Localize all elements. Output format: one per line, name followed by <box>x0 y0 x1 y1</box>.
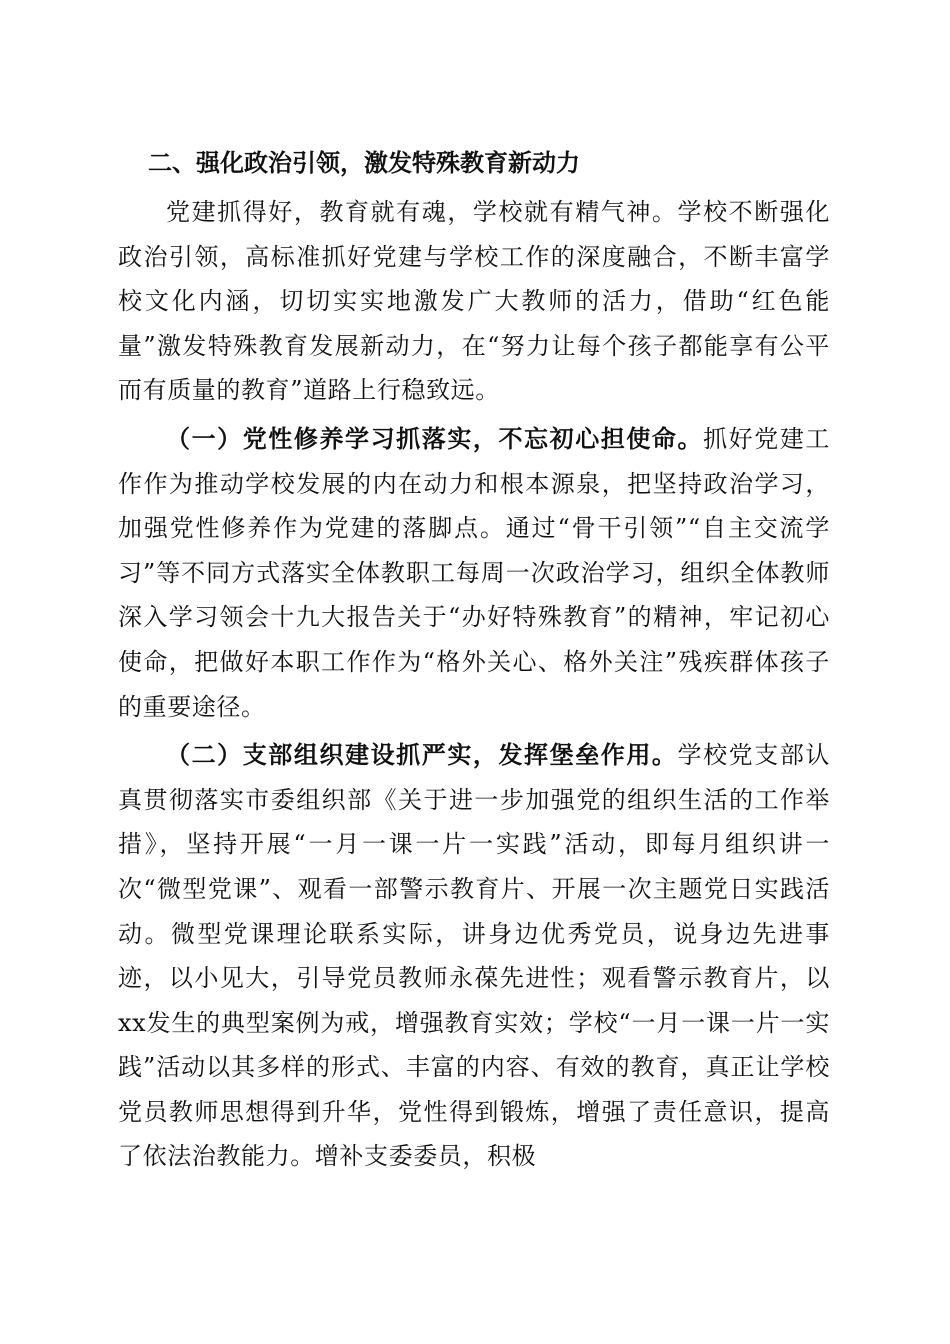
paragraph-party-study <box>118 417 830 729</box>
paragraph-text: 学校党支部认真贯彻落实市委组织部《关于进一步加强党的组织生活的工作举措》，坚持开展“一月一课一片一实践”活动，即每月组织讲一次“微型党课”、观看一部警示教育片、开展一次主题党日实践活动。微型党课理论联系实际，讲身边优秀党员，说身边先进事迹，以小见大，引导党员教师永葆先进性；观看警示教育片，以xx发生的典型案例为戒，增强教育实效；学校“一月一课一片一实践”活动以其多样的形式、丰富的内容、有效的教育，真正让学校党员教师思想得到升华，党性得到锻炼，增强了责任意识，提高了依法治教能力。增补支委委员，积极 <box>118 741 830 1171</box>
paragraph-text: 党建抓得好，教育就有魂，学校就有精气神。学校不断强化政治引领，高标准抓好党建与学校工作的深度融合，不断丰富学校文化内涵，切切实实地激发广大教师的活力，借助“红色能量”激发特殊教育发展新动力，在“努力让每个孩子都能享有公平而有质量的教育”道路上行稳致远。 <box>118 198 830 405</box>
paragraph-intro <box>118 190 830 413</box>
paragraph-branch-building <box>118 733 830 1179</box>
section-heading: 二、强化政治引领，激发特殊教育新动力 <box>148 149 580 177</box>
paragraph-lead: （二）支部组织建设抓严实，发挥堡垒作用。 <box>166 740 678 770</box>
document-body <box>118 140 830 1179</box>
paragraph-text: 抓好党建工作作为推动学校发展的内在动力和根本源泉，把坚持政治学习，加强党性修养作为党建的落脚点。通过“骨干引领”“自主交流学习”等不同方式落实全体教职工每周一次政治学习，组织全体教师深入学习领会十九大报告关于“办好特殊教育”的精神，牢记初心使命，把做好本职工作作为“格外关心、格外关注”残疾群体孩子的重要途径。 <box>118 424 830 721</box>
paragraph-lead: （一）党性修养学习抓落实，不忘初心担使命。 <box>166 423 704 453</box>
